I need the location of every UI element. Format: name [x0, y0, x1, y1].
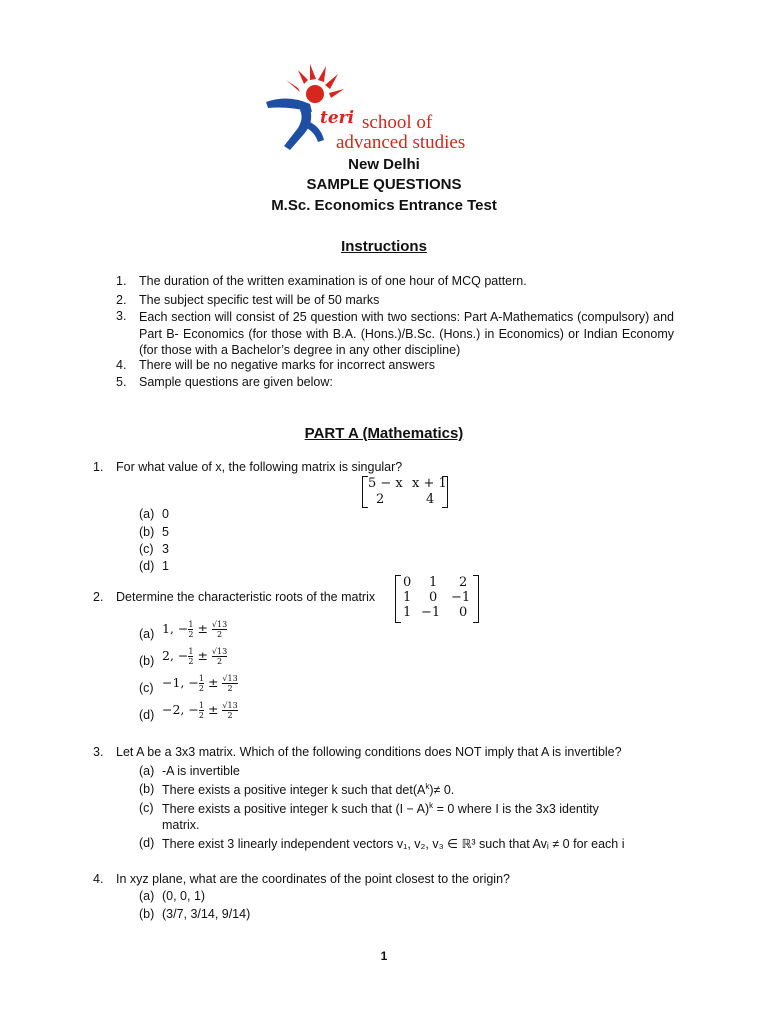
q1-option-label: (b)	[139, 525, 155, 539]
q3-text: Let A be a 3x3 matrix. Which of the following conditions does NOT imply that A is invertible?	[116, 745, 622, 759]
matrix-cell: 5 − x	[368, 476, 403, 491]
matrix-cell: x + 1	[412, 476, 447, 491]
matrix-cell: 0	[429, 590, 438, 605]
q4-option-value: (3/7, 3/14, 9/14)	[162, 907, 251, 921]
matrix-cell: 4	[426, 492, 435, 507]
instructions-heading: Instructions	[341, 238, 427, 255]
matrix-cell: −1	[451, 590, 471, 605]
matrix-cell: 1	[429, 575, 438, 590]
q3-option-label: (a)	[139, 764, 155, 778]
matrix-cell: −1	[421, 605, 441, 620]
q2-option-label: (b)	[139, 654, 155, 668]
fraction: $\frac{√13}{2}$	[211, 647, 228, 666]
matrix-cell: 1	[403, 605, 412, 620]
logo-brand: teri	[320, 108, 355, 128]
q2-option-prefix: 1, −	[162, 621, 189, 636]
instr-text: There will be no negative marks for incorrect answers	[139, 358, 435, 372]
fraction: $\frac{√13}{2}$	[222, 674, 238, 693]
q3-option-label: (d)	[139, 836, 155, 850]
matrix-cell: 0	[459, 605, 468, 620]
q1-option-value: 1	[162, 559, 169, 573]
q3-option-value: There exists a positive integer k such that $\det(A^k)\ne 0$.	[162, 782, 455, 798]
q1-text: For what value of x, the following matrix is singular?	[116, 460, 403, 474]
q2-number: 2.	[93, 590, 104, 604]
q2-option-value: 1, − $\frac{1}{2}$ ± $\frac{√13}{2}$	[162, 620, 228, 639]
q4-number: 4.	[93, 872, 104, 886]
fraction: $\frac{1}{2}$	[198, 674, 204, 693]
fraction: $\frac{√13}{2}$	[211, 620, 228, 639]
q3-option-value: -A is invertible	[162, 764, 240, 778]
instr-num: 5.	[116, 375, 127, 389]
instr-text: Each section will consist of 25 question with two sections: Part A-Mathematics (compulsory) and Part B- Economics (for those with B.A. (Hons.)/B.Sc. (Hons.) in Economics) or Indian Economy (for those with a Bachelor’s degree in any other discipline)	[139, 310, 674, 357]
q1-option-label: (d)	[139, 559, 155, 573]
q2-text: Determine the characteristic roots of the matrix	[116, 590, 376, 604]
q3-number: 3.	[93, 745, 104, 759]
instr-num: 1.	[116, 274, 127, 288]
page-subtitle: M.Sc. Economics Entrance Test	[271, 197, 497, 214]
instr-num: 2.	[116, 293, 127, 307]
matrix-cell: 1	[403, 590, 412, 605]
city: New Delhi	[348, 156, 420, 173]
q1-option-value: 3	[162, 542, 169, 556]
q4-option-label: (a)	[139, 889, 155, 903]
q2-matrix	[395, 575, 479, 623]
instr-text: Sample questions are given below:	[139, 375, 333, 389]
q2-option-label: (a)	[139, 627, 155, 641]
q3-option-label: (c)	[139, 801, 154, 815]
instr-text: The subject specific test will be of 50 marks	[139, 293, 380, 307]
fraction: $\frac{1}{2}$	[188, 647, 194, 666]
fraction: $\frac{1}{2}$	[198, 701, 204, 720]
q2-option-value: 2, − $\frac{1}{2}$ ± $\frac{√13}{2}$	[162, 647, 228, 666]
q2-option-prefix: −1, −	[162, 675, 199, 690]
q1-option-label: (c)	[139, 542, 154, 556]
q3-option-value: matrix.	[162, 818, 200, 832]
q1-option-value: 5	[162, 525, 169, 539]
q4-text: In xyz plane, what are the coordinates of the point closest to the origin?	[116, 872, 510, 886]
q3-option-label: (b)	[139, 782, 155, 796]
q4-option-label: (b)	[139, 907, 155, 921]
q2-option-prefix: 2, −	[162, 648, 189, 663]
q2-option-label: (c)	[139, 681, 154, 695]
logo	[258, 62, 468, 154]
page-title: SAMPLE QUESTIONS	[306, 176, 462, 193]
instr-num: 3.	[116, 309, 127, 323]
logo-line1: school of	[362, 112, 433, 133]
q2-option-label: (d)	[139, 708, 155, 722]
q1-matrix	[362, 476, 448, 508]
q1-number: 1.	[93, 460, 104, 474]
q4-option-value: (0, 0, 1)	[162, 889, 206, 903]
q2-option-value: −1, − $\frac{1}{2}$ ± $\frac{√13}{2}$	[162, 674, 238, 693]
fraction: $\frac{√13}{2}$	[222, 701, 238, 720]
matrix-cell: 0	[403, 575, 412, 590]
q3-option-value: There exists a positive integer k such that $(I - A)^k = 0$ where I is the 3x3 identity	[162, 801, 599, 817]
page-number: 1	[380, 949, 388, 963]
instr-text: The duration of the written examination is of one hour of MCQ pattern.	[139, 274, 527, 288]
q1-option-label: (a)	[139, 507, 155, 521]
q2-option-value: −2, − $\frac{1}{2}$ ± $\frac{√13}{2}$	[162, 701, 238, 720]
q2-option-prefix: −2, −	[162, 702, 199, 717]
logo-line2: advanced studies	[336, 132, 466, 153]
part-a-heading: PART A (Mathematics)	[304, 425, 464, 442]
matrix-cell: 2	[459, 575, 468, 590]
fraction: $\frac{1}{2}$	[188, 620, 194, 639]
q3-option-value: There exist 3 linearly independent vectors v₁, v₂, v₃ ∈ ℝ³ such that Avᵢ ≠ 0 for each i	[162, 837, 625, 851]
instr-num: 4.	[116, 358, 127, 372]
q1-option-value: 0	[162, 507, 169, 521]
matrix-cell: 2	[376, 492, 385, 507]
